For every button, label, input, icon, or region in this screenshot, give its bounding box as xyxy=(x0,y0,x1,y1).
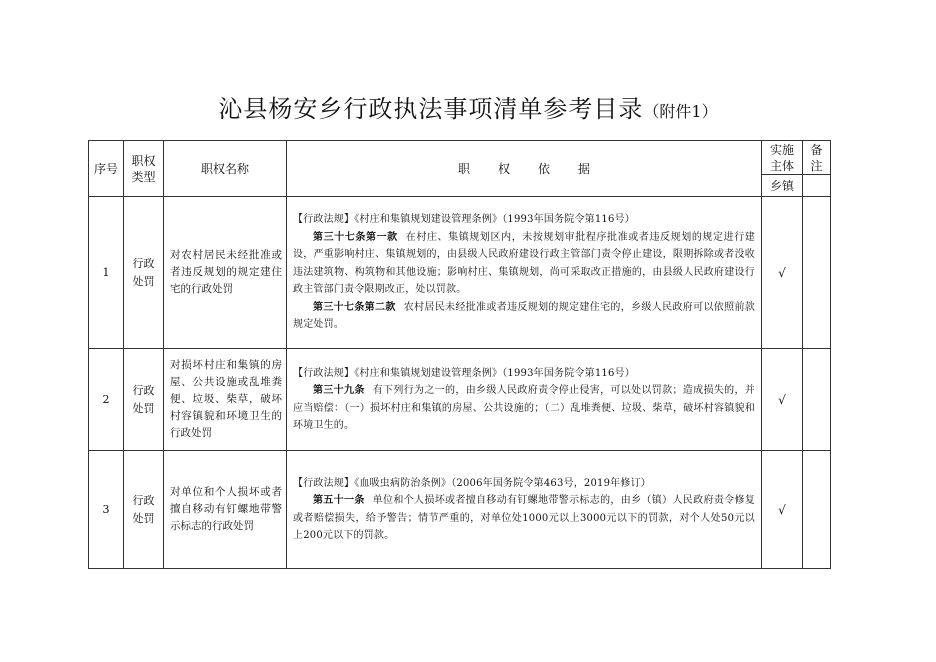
article-text: 有下列行为之一的，由乡级人民政府责令停止侵害，可以处以罚款；造成损失的，并应当赔偿：（一）损坏村庄和集镇的房屋、公共设施的；（二）乱堆粪便、垃圾、柴草，破坏村容镇貌和环境卫生的。 xyxy=(293,385,755,431)
header-row xyxy=(89,141,831,175)
row-type: 行政处罚 xyxy=(124,451,164,569)
article-label: 第三十七条第二款 xyxy=(313,301,396,313)
header-implementer-sub: 乡镇 xyxy=(762,175,803,197)
basis-source: 【行政法规】《村庄和集镇规划建设管理条例》（1993年国务院令第116号） xyxy=(293,214,635,226)
article-text: 单位和个人损坏或者擅自移动有钉螺地带警示标志的，由乡（镇）人民政府责令修复或者赔偿损失，给予警告；情节严重的，对单位处1000元以上3000元以下的罚款，对个人处50元以上200元以下的罚款。 xyxy=(293,495,755,541)
row-type: 行政处罚 xyxy=(124,349,164,451)
header-implementer: 实施主体 xyxy=(762,141,803,175)
row-basis xyxy=(287,197,762,349)
row-note xyxy=(803,197,831,349)
basis-source: 【行政法规】《血吸虫病防治条例》（2006年国务院令第463号，2019年修订） xyxy=(293,477,651,489)
basis-paragraph xyxy=(293,492,755,545)
row-note xyxy=(803,451,831,569)
enforcement-table xyxy=(88,140,831,569)
table-row xyxy=(89,451,831,569)
title-suffix: （附件1） xyxy=(643,102,718,121)
article-text: 农村居民未经批准或者违反规划的规定建住宅的，乡级人民政府可以依照前款规定处罚。 xyxy=(293,301,755,331)
row-name: 对损坏村庄和集镇的房屋、公共设施或乱堆粪便、垃圾、柴草，破坏村容镇貌和环境卫生的行政处罚 xyxy=(164,349,287,451)
header-name: 职权名称 xyxy=(164,141,287,197)
header-basis: 职权依据 xyxy=(287,141,762,197)
row-seq: 1 xyxy=(89,197,124,349)
row-type: 行政处罚 xyxy=(124,197,164,349)
article-label: 第三十七条第一款 xyxy=(313,231,398,243)
row-name: 对单位和个人损坏或者擅自移动有钉螺地带警示标志的行政处罚 xyxy=(164,451,287,569)
header-type: 职权类型 xyxy=(124,141,164,197)
header-note-sub xyxy=(803,175,831,197)
table-row xyxy=(89,197,831,349)
article-text: 在村庄、集镇规划区内，未按规划审批程序批准或者违反规划的规定进行建设，严重影响村庄、集镇规划的，由县级人民政府建设行政主管部门责令停止建设，限期拆除或者没收违法建筑物、构筑物和其他设施；影响村庄、集镇规划，尚可采取改正措施的，由县级人民政府建设行政主管部门责令限期改正，处以罚款。 xyxy=(293,231,755,296)
article-label: 第三十九条 xyxy=(313,385,365,396)
row-basis xyxy=(287,349,762,451)
check-mark: √ xyxy=(762,349,803,451)
check-mark: √ xyxy=(762,197,803,349)
row-name: 对农村居民未经批准或者违反规划的规定建住宅的行政处罚 xyxy=(164,197,287,349)
title-main: 沁县杨安乡行政执法事项清单参考目录 xyxy=(218,95,644,123)
header-seq: 序号 xyxy=(89,141,124,197)
basis-paragraph xyxy=(293,382,755,435)
basis-source: 【行政法规】《村庄和集镇规划建设管理条例》（1993年国务院令第116号） xyxy=(293,367,635,379)
row-seq: 2 xyxy=(89,349,124,451)
table-row xyxy=(89,349,831,451)
article-label: 第五十一条 xyxy=(313,495,365,506)
row-seq: 3 xyxy=(89,451,124,569)
check-mark: √ xyxy=(762,451,803,569)
header-note: 备注 xyxy=(803,141,831,175)
row-note xyxy=(803,349,831,451)
document-title xyxy=(0,92,936,129)
basis-paragraph xyxy=(293,229,755,299)
basis-paragraph xyxy=(293,299,755,334)
row-basis xyxy=(287,451,762,569)
